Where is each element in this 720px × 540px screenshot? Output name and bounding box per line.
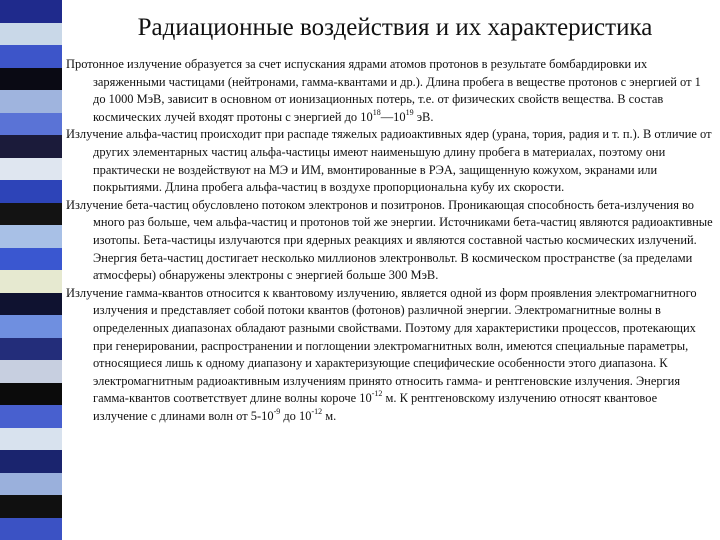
stripe-block — [0, 293, 62, 316]
stripe-block — [0, 428, 62, 451]
stripe-block — [0, 68, 62, 91]
stripe-block — [0, 113, 62, 136]
stripe-block — [0, 45, 62, 68]
stripe-block — [0, 338, 62, 361]
stripe-block — [0, 270, 62, 293]
paragraph-gamma-radiation: Излучение гамма-квантов относится к квантовому излучению, является одной из форм проявления электромагнитного излучения и представляет собой потоки квантов (фотонов) различной энергии. Электромагнитные волны в определенных диапазонах обладают разными свойствами. Поэтому для характеристики процессов, протекающих при генерировании, распространении и поглощении электромагнитных волн, имеются специальные параметры, относящиеся лишь к одному диапазону и характеризующие специфические особенности этого диапазона. К электромагнитным радиоактивным излучениям принято относить гамма- и рентгеновские излучения. Энергия гамма-квантов соответствует длине волны короче $10^{-12}$ м. К рентгеновскому излучению относят квантовое излучение с длинами волн от $5-10^{-9}$ до $10^{-12}$ м. — [66, 285, 697, 423]
stripe-block — [0, 248, 62, 271]
stripe-block — [0, 450, 62, 473]
stripe-block — [0, 360, 62, 383]
stripe-block — [0, 90, 62, 113]
stripe-block — [0, 225, 62, 248]
stripe-block — [0, 158, 62, 181]
slide-body — [66, 56, 714, 425]
stripe-block — [0, 315, 62, 338]
stripe-block — [0, 518, 62, 540]
slide-title: Радиационные воздействия и их характеристика — [137, 14, 653, 41]
stripe-block — [0, 405, 62, 428]
stripe-block — [0, 383, 62, 406]
decorative-color-stripe — [0, 0, 62, 540]
paragraph-alpha-radiation: Излучение альфа-частиц происходит при распаде тяжелых радиоактивных ядер (урана, тория, радия и т. п.). В отличие от других элементарных частиц альфа-частицы имеют наименьшую длину пробега в материалах, поэтому они практически не воздействуют на МЭ и ИМ, вмонтированные в РЭА, защищенную кожухом, экранами или покрытиями. Длина пробега альфа-частиц в воздухе пропорциональна кубу их скорости. — [66, 127, 712, 195]
stripe-block — [0, 0, 62, 23]
stripe-block — [0, 473, 62, 496]
stripe-block — [0, 203, 62, 226]
stripe-block — [0, 135, 62, 158]
paragraph-beta-radiation: Излучение бета-частиц обусловлено потоком электронов и позитронов. Проникающая способность бета-излучения во много раз больше, чем альфа-частиц и протонов той же энергии. Источниками бета-частиц являются радиоактивные изотопы. Бета-частицы излучаются при ядерных реакциях и являются составной частью космических излучений. Энергия бета-частиц достигает несколько миллионов электронвольт. В космическом пространстве (за пределами атмосферы) обнаружены электроны с энергией больше 300 МэВ. — [66, 197, 713, 283]
paragraph-proton-radiation: Протонное излучение образуется за счет испускания ядрами атомов протонов в результате бомбардировки их заряженными частицами (нейтронами, гамма-квантами и др.). Длина пробега в веществе протонов с энергией от 1 до 1000 МэВ, зависит в основном от ионизационных потерь, т.е. от физических свойств вещества. В состав космических лучей входят протоны с энергией до $10^{18}—10^{19}$ эВ. — [66, 57, 701, 124]
stripe-block — [0, 180, 62, 203]
stripe-block — [0, 23, 62, 46]
stripe-block — [0, 495, 62, 518]
